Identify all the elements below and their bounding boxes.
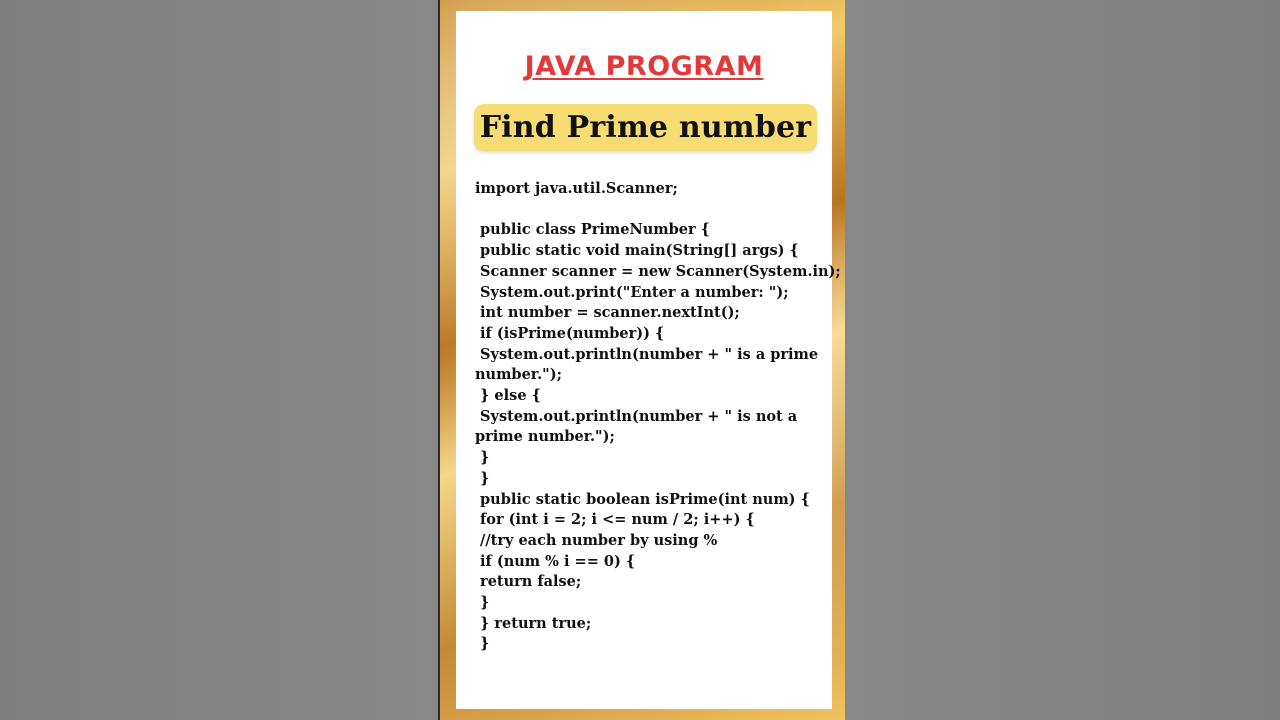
content-card (456, 11, 841, 709)
subtitle-banner (474, 104, 817, 151)
gold-border-frame (438, 0, 845, 720)
code-block: import java.util.Scanner; public class PrimeNumber { public static void main(String[] args) { Scanner scanner = new Scanner(System.in); System.out.print("Enter a number: "); int number = scanner.nextInt(); if (isPrime(number)) { System.out.println(number + " is a prime number."); } else { System.out.println(number + " is not a prime number."); } } public static boolean isPrime(int num) { for (int i = 2; i <= num / 2; i++) { //try each number by using % if (num % i == 0) { return false; } } return true; } (475, 180, 841, 653)
subtitle-text: Find Prime number (479, 110, 812, 145)
page-title: JAVA PROGRAM (524, 51, 764, 82)
